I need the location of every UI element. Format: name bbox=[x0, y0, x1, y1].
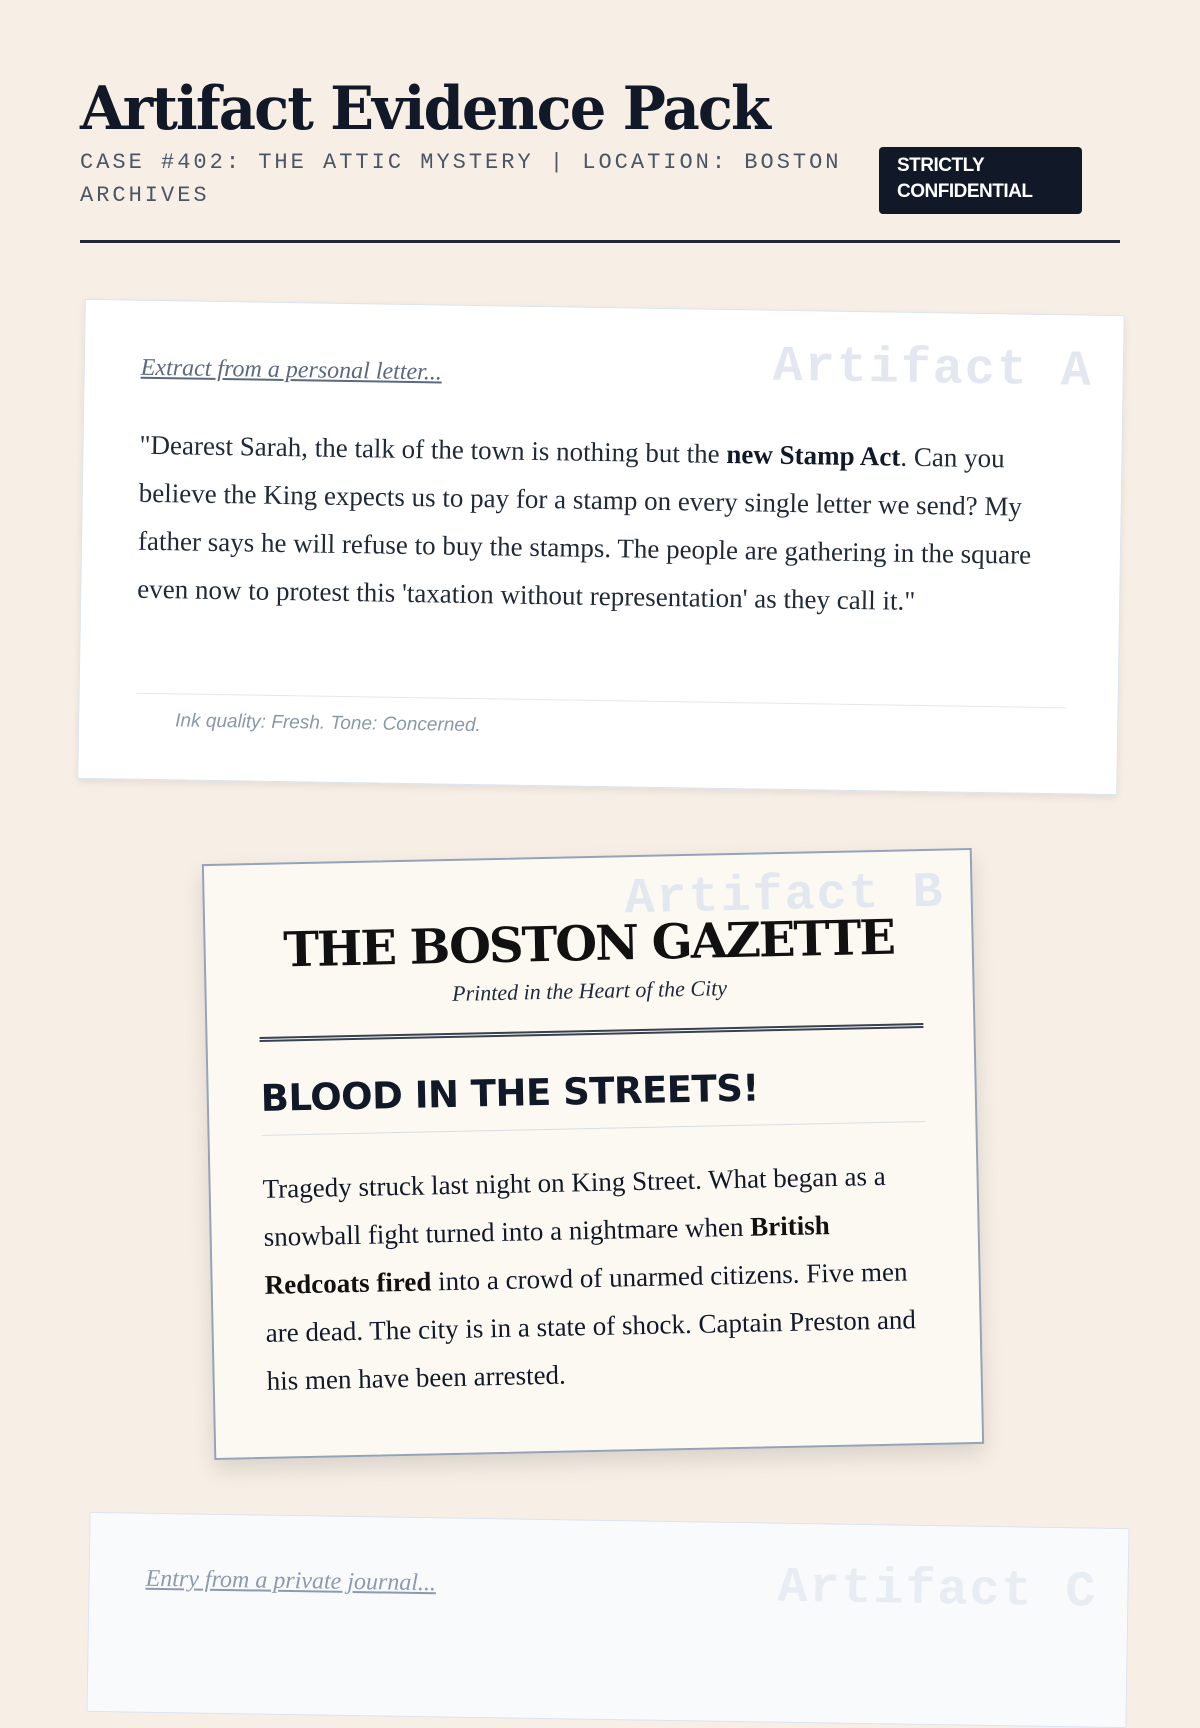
case-info: CASE #402: THE ATTIC MYSTERY | LOCATION: BOSTON ARCHIVES bbox=[80, 150, 842, 208]
letter-text-start: "Dearest Sarah, the talk of the town is nothing but the bbox=[139, 429, 727, 469]
newspaper-story bbox=[262, 1151, 927, 1405]
artifact-b-card bbox=[202, 848, 984, 1460]
page-title: Artifact Evidence Pack bbox=[80, 74, 770, 144]
page-header bbox=[80, 74, 1120, 208]
artifact-b-watermark: Artifact B bbox=[624, 864, 946, 929]
headline-divider bbox=[262, 1121, 926, 1136]
artifact-a-kicker: Extract from a personal letter... bbox=[140, 354, 443, 386]
artifact-c-kicker: Entry from a private journal... bbox=[145, 1565, 437, 1597]
letter-highlight: new Stamp Act bbox=[726, 438, 901, 472]
artifact-a-card bbox=[77, 299, 1124, 795]
story-text-start: Tragedy struck last night on King Street. What began as a snowball fight turned into a nightmare when bbox=[262, 1160, 886, 1252]
confidential-badge: STRICTLY CONFIDENTIAL bbox=[879, 147, 1082, 214]
header-divider bbox=[80, 240, 1120, 243]
letter-text-end: . Can you believe the King expects us to pay for a stamp on every single letter we send? My father says he will refuse to buy the stamps. The people are gathering in the square even now to protest this 'taxation without representation' as they call it." bbox=[137, 441, 1032, 616]
artifact-a-note: Ink quality: Fresh. Tone: Concerned. bbox=[175, 710, 481, 737]
masthead-double-rule bbox=[259, 1023, 923, 1042]
story-highlight: British Redcoats fired bbox=[264, 1210, 831, 1300]
artifact-c-watermark: Artifact C bbox=[777, 1559, 1098, 1622]
letter-text bbox=[137, 421, 1058, 627]
artifact-a-watermark: Artifact A bbox=[772, 338, 1094, 401]
newspaper-tagline: Printed in the Heart of the City bbox=[451, 975, 728, 1006]
newspaper-headline: BLOOD IN THE STREETS! bbox=[260, 1066, 760, 1120]
story-text-end: into a crowd of unarmed citizens. Five men are dead. The city is in a state of shock. Captain Preston and his men have been arrested. bbox=[265, 1256, 917, 1396]
newspaper-masthead: THE BOSTON GAZETTE bbox=[282, 909, 895, 979]
artifact-a-divider bbox=[136, 693, 1066, 709]
artifact-c-card bbox=[86, 1512, 1129, 1728]
